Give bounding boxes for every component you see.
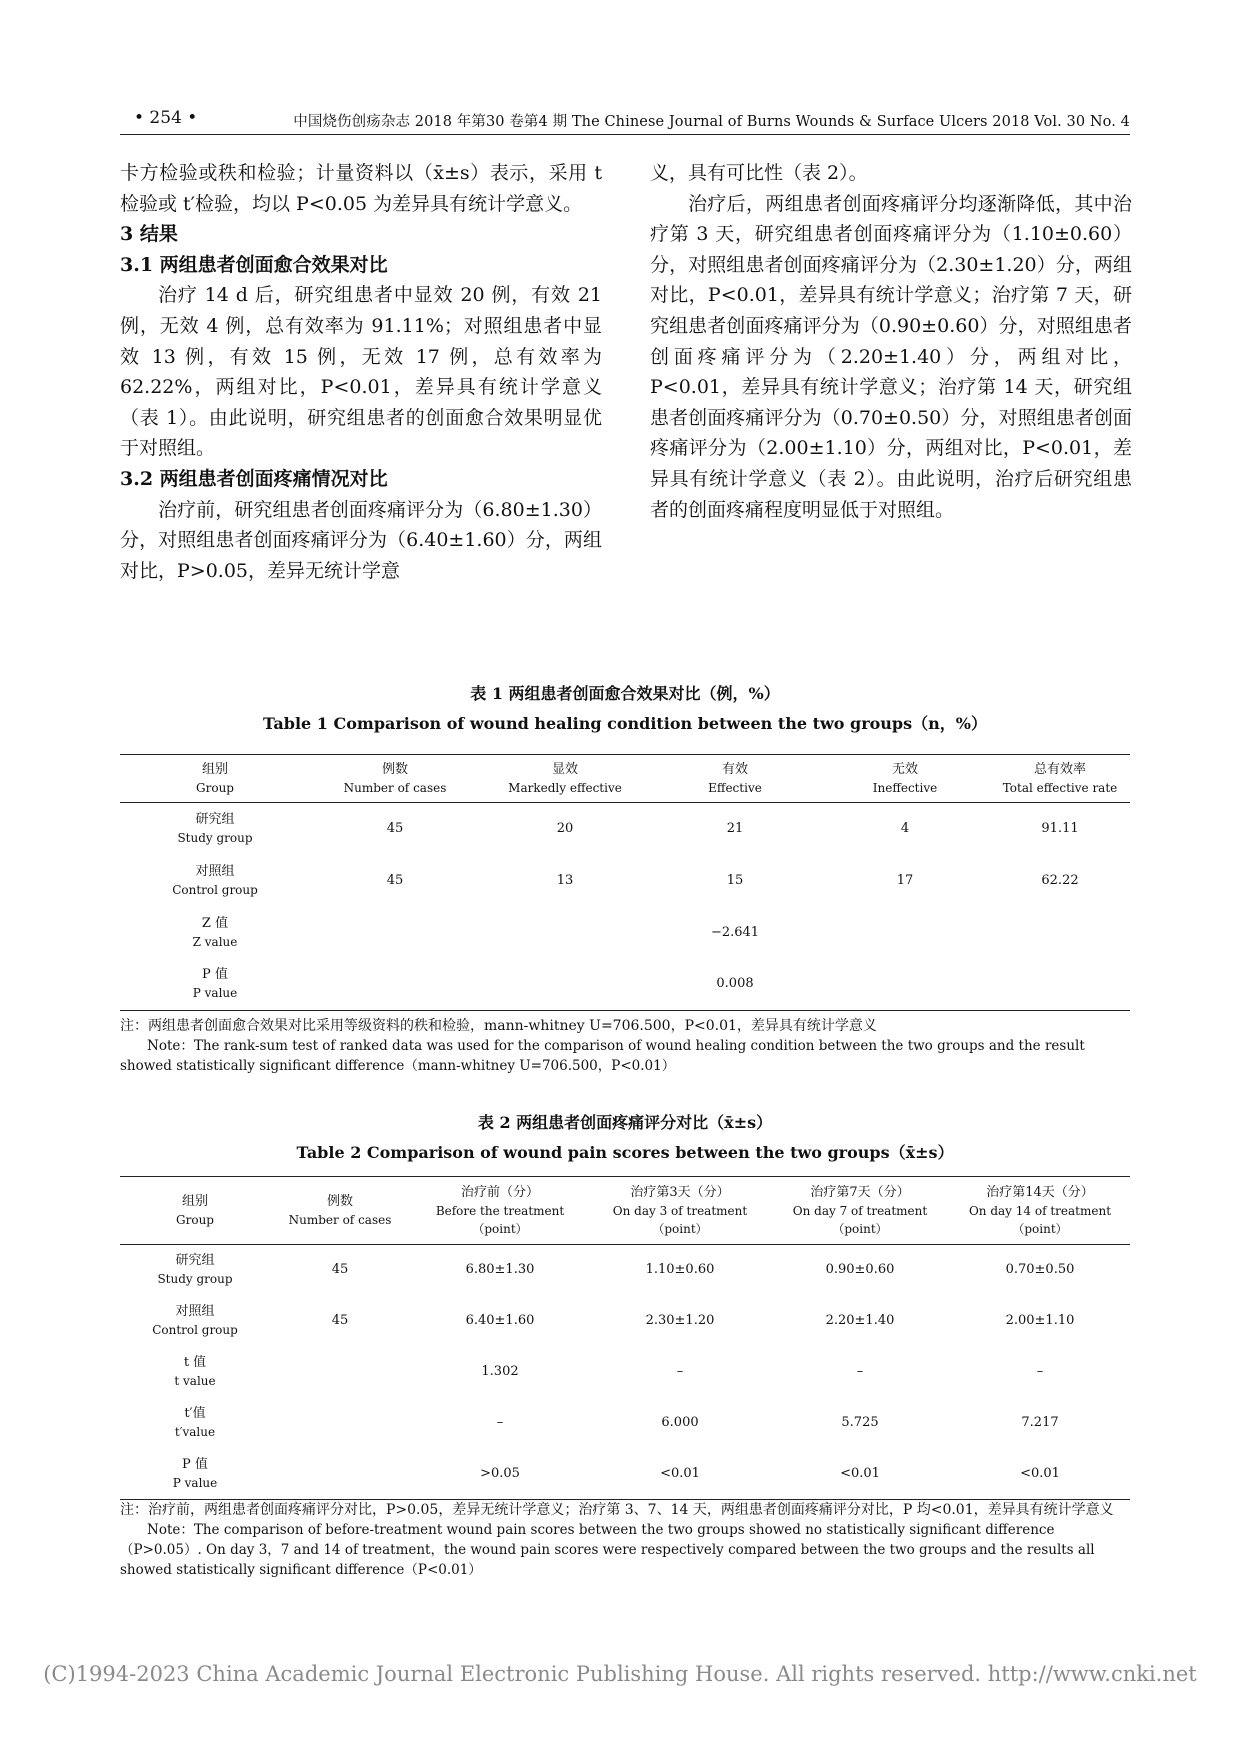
- table1-header-cases: 例数 Number of cases: [310, 755, 480, 803]
- cell: 2.20±1.40: [825, 1313, 895, 1328]
- cell: –: [856, 1364, 864, 1379]
- cell: 4: [900, 820, 910, 836]
- cell: 45: [386, 872, 404, 888]
- cell: 13: [556, 872, 574, 888]
- table2-caption-en: Table 2 Comparison of wound pain scores between the two groups（x̄±s）: [296, 1143, 954, 1162]
- right-column: [650, 158, 1132, 525]
- table2-header-cases: 例数 Number of cases: [270, 1177, 410, 1245]
- table2-note: [120, 1500, 1130, 1580]
- table2-header-before: 治疗前（分） Before the treatment （point）: [410, 1177, 590, 1245]
- cell: 91.11: [1041, 820, 1079, 836]
- row-label: 研究组 Study group: [177, 811, 253, 845]
- cell: [990, 907, 1130, 959]
- cell: 21: [726, 820, 744, 836]
- table2-header-day14: 治疗第14天（分） On day 14 of treatment （point）: [950, 1177, 1130, 1245]
- paragraph-methods-end: 卡方检验或秩和检验；计量资料以（x̄±s）表示，采用 t 检验或 t′检验，均以 P<0.05 为差异具有统计学意义。: [120, 162, 602, 215]
- cell: 0.90±0.60: [825, 1262, 895, 1278]
- table2-caption-zh: 表 2 两组患者创面疼痛评分对比（x̄±s）: [477, 1113, 773, 1132]
- cell: 5.725: [841, 1415, 879, 1430]
- cell: >0.05: [410, 1449, 590, 1500]
- row-label: 对照组 Control group: [172, 863, 258, 897]
- subsection-heading-3-1: 3.1 两组患者创面愈合效果对比: [120, 253, 388, 276]
- cell: [480, 959, 650, 1011]
- cell: 17: [896, 872, 914, 888]
- page-number: • 254 •: [134, 108, 198, 128]
- copyright-footer: (C)1994-2023 China Academic Journal Electronic Publishing House. All rights reserved. http://www.cnki.net: [43, 1662, 1197, 1686]
- table1-caption-zh: 表 1 两组患者创面愈合效果对比（例，%）: [470, 684, 780, 703]
- cell: [820, 959, 990, 1011]
- paragraph-pain-after: 治疗后，两组患者创面疼痛评分均逐渐降低，其中治疗第 3 天，研究组患者创面疼痛评分为（1.10±0.60）分，对照组患者创面疼痛评分为（2.30±1.20）分，两组对比，P<0.01，差异具有统计学意义；治疗第 7 天，研究组患者创面疼痛评分为（0.90±0.60）分，对照组患者创面疼痛评分为（2.20±1.40）分，两组对比，P<0.01，差异具有统计学意义；治疗第 14 天，研究组患者创面疼痛评分为（0.70±0.50）分，对照组患者创面疼痛评分为（2.00±1.10）分，两组对比，P<0.01，差异具有统计学意义（表 2）。由此说明，治疗后研究组患者的创面疼痛程度明显低于对照组。: [650, 192, 1132, 521]
- table1-header-total-rate: 总有效率 Total effective rate: [990, 755, 1130, 803]
- cell: 45: [386, 820, 404, 836]
- running-header: [120, 106, 1130, 135]
- cell: <0.01: [590, 1449, 770, 1500]
- table1: [120, 754, 1130, 1011]
- table1-header-effective: 有效 Effective: [650, 755, 820, 803]
- cell: 62.22: [1041, 872, 1079, 888]
- row-label: t′值 t′value: [174, 1406, 216, 1439]
- cell: 6.000: [661, 1415, 699, 1430]
- cell: [480, 907, 650, 959]
- left-column: [120, 158, 602, 586]
- cell: 0.70±0.50: [1005, 1262, 1075, 1278]
- row-label: Z 值 Z value: [192, 915, 238, 949]
- table1-header-markedly: 显效 Markedly effective: [480, 755, 650, 803]
- table-row: [120, 1449, 1130, 1500]
- paragraph-healing: 治疗 14 d 后，研究组患者中显效 20 例，有效 21 例，无效 4 例，总有效率为 91.11%；对照组患者中显效 13 例，有效 15 例，无效 17 例，总有效率为 62.22%，两组对比，P<0.01，差异具有统计学意义（表 1）。由此说明，研究组患者的创面愈合效果明显优于对照组。: [120, 284, 602, 460]
- table-row: [120, 1296, 1130, 1347]
- journal-title: 中国烧伤创疡杂志 2018 年第30 卷第4 期 The Chinese Journal of Burns Wounds & Surface Ulcers 2018 Vol. 30 No. 4: [293, 114, 1130, 130]
- row-label: P 值 P value: [120, 1449, 270, 1500]
- table2: [120, 1176, 1130, 1500]
- row-label: 研究组 Study group: [157, 1253, 233, 1287]
- table1-note: [120, 1016, 1130, 1076]
- cell: −2.641: [710, 924, 760, 940]
- table-row: [120, 1245, 1130, 1296]
- table1-caption-en: Table 1 Comparison of wound healing condition between the two groups（n，%）: [263, 714, 987, 733]
- row-label: P 值 P value: [120, 959, 310, 1011]
- table-row: [120, 803, 1130, 855]
- row-label: 对照组 Control group: [152, 1304, 238, 1337]
- cell: [310, 907, 480, 959]
- subsection-heading-3-2: 3.2 两组患者创面疼痛情况对比: [120, 467, 388, 490]
- cell: 1.10±0.60: [645, 1262, 715, 1278]
- cell: 2.30±1.20: [645, 1313, 715, 1328]
- paragraph-pain-before: 治疗前，研究组患者创面疼痛评分为（6.80±1.30）分，对照组患者创面疼痛评分为（6.40±1.60）分，两组对比，P>0.05，差异无统计学意: [120, 498, 602, 582]
- table-row: [120, 1398, 1130, 1449]
- cell: [990, 959, 1130, 1011]
- table1-note-zh: 注：两组患者创面愈合效果对比采用等级资料的秩和检验，mann-whitney U=706.500，P<0.01，差异具有统计学意义: [120, 1018, 877, 1034]
- table1-header-group: 组别 Group: [120, 755, 310, 803]
- table2-header-day7: 治疗第7天（分） On day 7 of treatment （point）: [770, 1177, 950, 1245]
- cell: 0.008: [650, 959, 820, 1011]
- cell: 2.00±1.10: [1005, 1313, 1075, 1328]
- table2-note-en: Note：The comparison of before-treatment wound pain scores between the two groups showed no statistically significant difference（P>0.05）. On day 3，7 and 14 of treatment，the wound pain scores were respectively compared between the two groups and the results all showed statistically significant difference（P<0.01）: [120, 1522, 1095, 1578]
- row-label: t 值 t value: [174, 1355, 216, 1388]
- table-row: [120, 959, 1130, 1011]
- cell: –: [1036, 1364, 1044, 1379]
- cell: [310, 959, 480, 1011]
- cell: [270, 1347, 410, 1398]
- table1-note-en: Note：The rank-sum test of ranked data was used for the comparison of wound healing condition between the two groups and the result showed statistically significant difference（mann-whitney U=706.500，P<0.01）: [120, 1038, 1085, 1074]
- cell: [270, 1398, 410, 1449]
- table2-note-zh: 注：治疗前，两组患者创面疼痛评分对比，P>0.05，差异无统计学意义；治疗第 3、7、14 天，两组患者创面疼痛评分对比，P 均<0.01，差异具有统计学意义: [120, 1502, 1114, 1518]
- cell: [270, 1449, 410, 1500]
- table2-header-group: 组别 Group: [120, 1177, 270, 1245]
- cell: 6.80±1.30: [465, 1262, 535, 1278]
- section-heading-results: 3 结果: [120, 223, 178, 246]
- table1-header-ineffective: 无效 Ineffective: [820, 755, 990, 803]
- cell: 6.40±1.60: [465, 1313, 535, 1328]
- cell: [820, 907, 990, 959]
- cell: <0.01: [950, 1449, 1130, 1500]
- cell: 45: [331, 1313, 349, 1328]
- cell: –: [676, 1364, 684, 1379]
- cell: 20: [556, 820, 574, 836]
- table-row: [120, 855, 1130, 907]
- cell: 7.217: [1021, 1415, 1059, 1430]
- cell: <0.01: [770, 1449, 950, 1500]
- cell: 1.302: [481, 1364, 519, 1379]
- table2-header-day3: 治疗第3天（分） On day 3 of treatment （point）: [590, 1177, 770, 1245]
- table-row: [120, 907, 1130, 959]
- cell: –: [496, 1415, 504, 1430]
- paragraph-pain-before-cont: 义，具有可比性（表 2）。: [650, 162, 868, 184]
- table-row: [120, 1347, 1130, 1398]
- cell: 15: [726, 872, 744, 888]
- cell: 45: [331, 1262, 349, 1278]
